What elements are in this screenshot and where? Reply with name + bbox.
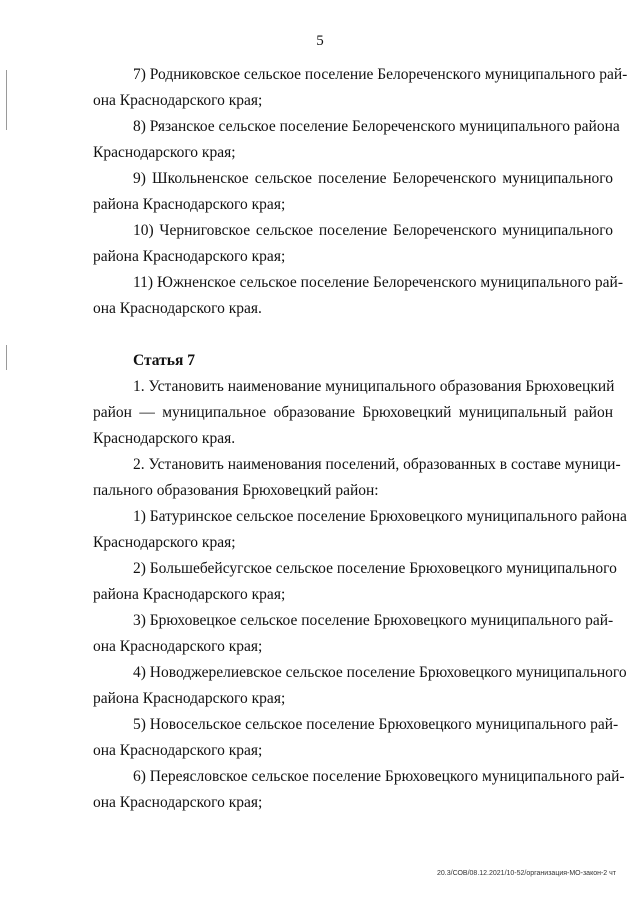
list-item (93, 608, 613, 660)
text-line: она Краснодарского края; (93, 92, 263, 109)
list-item (93, 166, 613, 218)
text-line: она Краснодарского края. (93, 300, 262, 317)
text-line: района Краснодарского края; (93, 248, 286, 265)
text-line: 8) Рязанское сельское поселение Белореченского муниципального района (133, 118, 620, 135)
list-item (93, 660, 627, 712)
text-line: 2. Установить наименования поселений, образованных в составе муници- (133, 456, 621, 473)
text-line: 3) Брюховецкое сельское поселение Брюховецкого муниципального рай- (133, 612, 614, 629)
text-line: 1) Батуринское сельское поселение Брюховецкого муниципального района (133, 508, 627, 525)
margin-scan-mark (6, 70, 7, 130)
text-line: 5) Новосельское сельское поселение Брюховецкого муниципального рай- (133, 716, 619, 733)
text-line: она Краснодарского края; (93, 638, 263, 655)
document-body (93, 62, 628, 816)
text-line: 7) Родниковское сельское поселение Белореченского муниципального рай- (133, 66, 628, 83)
text-line: 11) Южненское сельское поселение Белореченского муниципального рай- (133, 274, 624, 291)
list-item (93, 712, 619, 764)
text-line: района Краснодарского края; (93, 196, 286, 213)
document-footer-code: 20.3/СОВ/08.12.2021/10-52/организация-МО-закон-2 чт (437, 870, 616, 877)
article-heading: Статья 7 (133, 352, 195, 369)
paragraph (93, 374, 613, 452)
text-line: района Краснодарского края; (93, 690, 286, 707)
text-line: пального образования Брюховецкий район: (93, 482, 379, 499)
text-line: 10) Черниговское сельское поселение Белореченского муниципального (133, 222, 613, 239)
list-item (93, 556, 617, 608)
page-number: 5 (316, 33, 324, 49)
text-line: района Краснодарского края; (93, 586, 286, 603)
text-line: 9) Школьненское сельское поселение Белореченского муниципального (133, 170, 613, 187)
margin-scan-mark (6, 345, 7, 370)
list-item (93, 218, 613, 270)
text-line: Краснодарского края; (93, 144, 236, 161)
list-item (93, 114, 620, 166)
text-line: она Краснодарского края; (93, 794, 263, 811)
list-item (93, 764, 625, 816)
spacer (93, 322, 613, 348)
text-line: Краснодарского края; (93, 534, 236, 551)
text-line: она Краснодарского края; (93, 742, 263, 759)
list-item (93, 504, 627, 556)
list-item (93, 270, 624, 322)
text-line: 1. Установить наименование муниципального образования Брюховецкий (133, 378, 615, 395)
text-line: 2) Большебейсугское сельское поселение Брюховецкого муниципального (133, 560, 617, 577)
text-line: район — муниципальное образование Брюховецкий муниципальный район (93, 404, 613, 421)
list-item (93, 62, 628, 114)
paragraph (93, 452, 621, 504)
text-line: 4) Новоджерелиевское сельское поселение Брюховецкого муниципального (133, 664, 627, 681)
text-line: Краснодарского края. (93, 430, 236, 447)
text-line: 6) Переясловское сельское поселение Брюховецкого муниципального рай- (133, 768, 625, 785)
